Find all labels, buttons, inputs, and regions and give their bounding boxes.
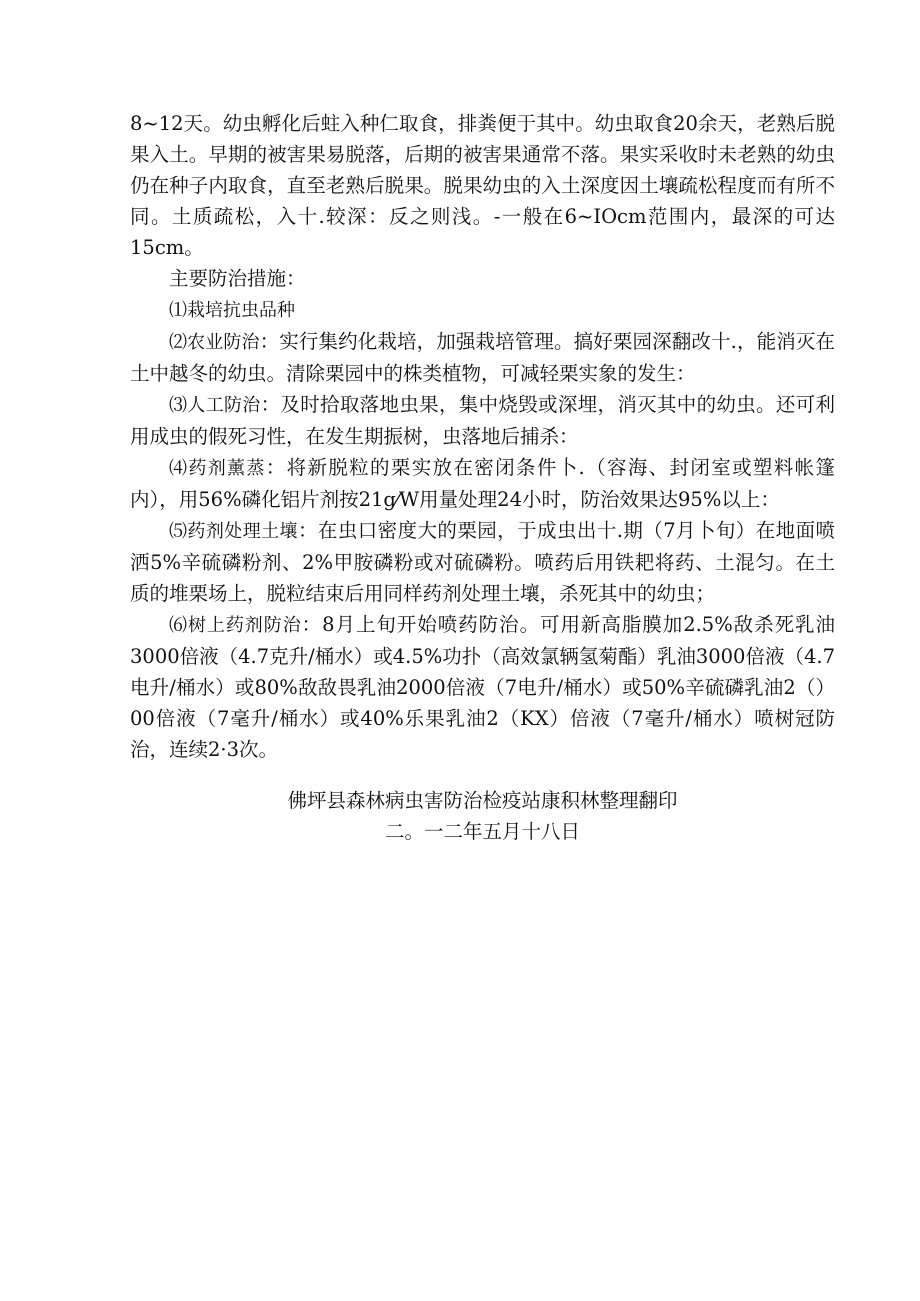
measure-item-3 [130,389,835,452]
measure-label: ⑷药剂薰蒸 [169,458,266,479]
footer-date: 二。一二年五月十八日 [384,820,580,843]
footer-organization: 佛坪县森林病虫害防治检疫站康积林整理翻印 [287,789,678,812]
measure-label: ⑵农业防治 [169,332,260,353]
measure-item-6 [130,609,835,765]
measure-label: ⑸药剂处理土壤 [169,521,298,542]
measure-text: ：在虫口密度大的栗园，于成虫出十.期（7月卜旬）在地面喷洒5%辛硫磷粉剂、2%甲胺磷粉或对硫磷粉。喷药后用铁耙将药、土混匀。在土质的堆栗场上，脱粒结束后用同样药剂处理土壤，杀死其中的幼虫； [130,519,836,605]
measure-text: ：实行集约化栽培，加强栽培管理。搞好栗园深翻改十.，能消灭在土中越冬的幼虫。清除栗园中的株类植物，可减轻栗实象的发生： [130,330,836,385]
document-body [130,108,835,765]
intro-paragraph: 8~12天。幼虫孵化后蛀入种仁取食，排粪便于其中。幼虫取食20余天，老熟后脱果入土。早期的被害果易脱落，后期的被害果通常不落。果实采收时未老熟的幼虫仍在种子内取食，直至老熟后脱果。脱果幼虫的入土深度因土壤疏松程度而有所不同。土质疏松，入十.较深：反之则浅。-一般在6~IOcm范围内，最深的可达15cm。 [130,112,835,259]
measures-heading: 主要防治措施： [169,267,306,290]
measure-item-4 [130,452,835,515]
measure-item-1 [130,294,835,326]
measure-item-2 [130,326,835,389]
measure-item-5 [130,515,835,609]
document-footer [130,785,835,847]
measure-label: ⑹树上药剂防治 [169,615,302,636]
measure-text: ：8月上旬开始喷药防治。可用新高脂膜加2.5%敌杀死乳油3000倍液（4.7克升/桶水）或4.5%功扑（高效氯辆氢菊酯）乳油3000倍液（4.7电升/桶水）或80%敌敌畏乳油2000倍液（7电升/桶水）或50%辛硫磷乳油2（）00倍液（7毫升/桶水）或40%乐果乳油2（KX）倍液（7毫升/桶水）喷树冠防治，连续2·3次。 [130,613,835,761]
measure-label: ⑴栽培抗虫品种 [169,300,295,321]
measure-text: ：及时拾取落地虫果，集中烧毁或深埋，消灭其中的幼虫。还可利用成虫的假死习性，在发生期振树，虫落地后捕杀： [130,393,835,448]
measure-label: ⑶人工防治 [169,395,261,416]
measure-text: ：将新脱粒的栗实放在密闭条件卜.（容海、封闭室或塑料帐篷内），用56%磷化铝片剂按21g⁄W用量处理24小时，防治效果达95%以上： [130,456,835,511]
